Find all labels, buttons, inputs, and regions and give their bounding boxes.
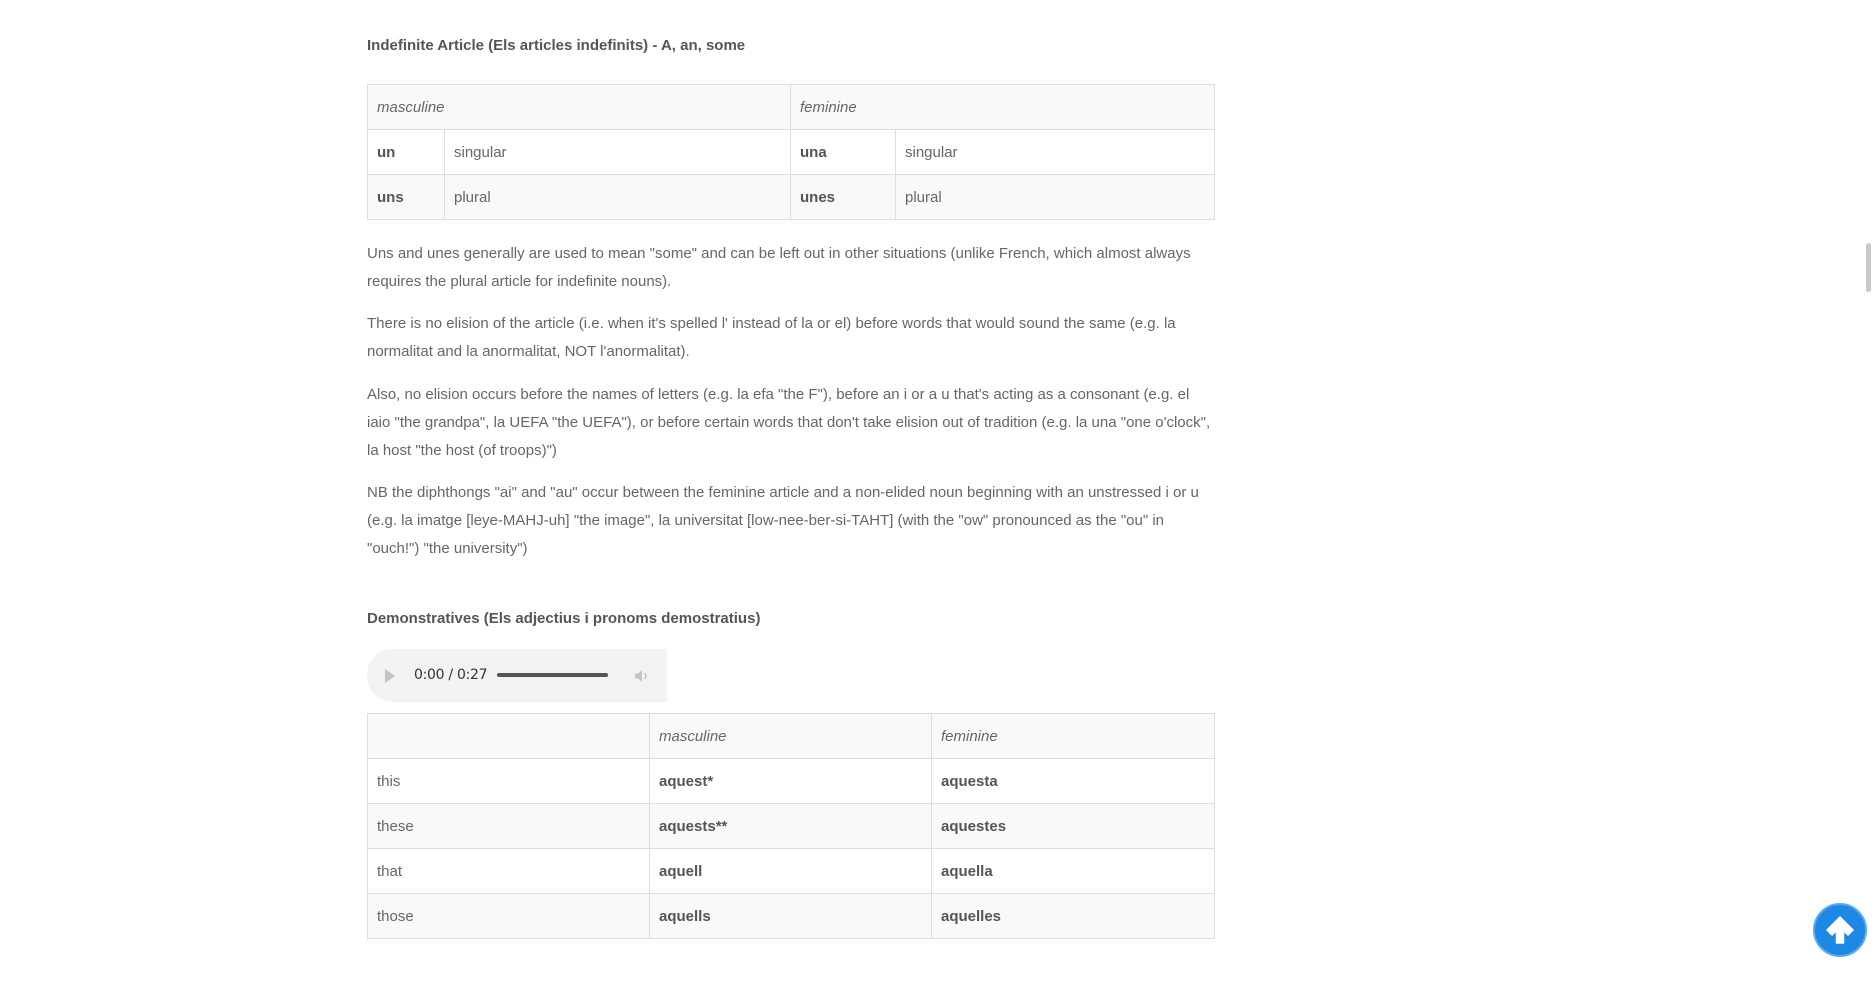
- english-word: these: [368, 804, 650, 849]
- table-row: [368, 849, 1215, 894]
- indefinite-article-heading: Indefinite Article (Els articles indefinits) - A, an, some: [367, 37, 746, 54]
- header-feminine: feminine: [932, 714, 1215, 759]
- feminine-form: aquestes: [932, 804, 1215, 849]
- feminine-article: unes: [791, 175, 896, 220]
- header-masculine: masculine: [368, 85, 791, 130]
- scrollbar-thumb[interactable]: [1866, 243, 1871, 292]
- scroll-to-top-button[interactable]: [1813, 903, 1867, 957]
- masculine-number: plural: [445, 175, 791, 220]
- feminine-article: una: [791, 130, 896, 175]
- table-header-row: [368, 85, 1215, 130]
- feminine-form: aquelles: [932, 894, 1215, 939]
- masculine-article: uns: [368, 175, 445, 220]
- header-masculine: masculine: [650, 714, 932, 759]
- paragraph-diphthongs: NB the diphthongs "ai" and "au" occur between the feminine article and a non-elided noun beginning with an unstressed i or u (e.g. la imatge [leye-MAHJ-uh] "the image", la universitat [low-nee-ber-si-TAHT] (with the "ow" pronounced as the "ou" in "ouch!") "the university"): [367, 484, 1199, 557]
- masculine-form: aquells: [650, 894, 932, 939]
- feminine-number: singular: [896, 130, 1215, 175]
- table-row: [368, 894, 1215, 939]
- english-word: this: [368, 759, 650, 804]
- arrow-up-icon: [1823, 913, 1857, 947]
- audio-player[interactable]: [367, 649, 667, 702]
- demonstratives-heading: Demonstratives (Els adjectius i pronoms demostratius): [367, 610, 761, 627]
- english-word: those: [368, 894, 650, 939]
- english-word: that: [368, 849, 650, 894]
- volume-icon[interactable]: [633, 667, 651, 685]
- header-empty: [368, 714, 650, 759]
- table-row: [368, 804, 1215, 849]
- masculine-form: aquell: [650, 849, 932, 894]
- paragraph-uns-unes: Uns and unes generally are used to mean "some" and can be left out in other situations (unlike French, which almost always requires the plural article for indefinite nouns).: [367, 245, 1191, 290]
- table-row: [368, 130, 1215, 175]
- audio-time: 0:00 / 0:27: [414, 667, 488, 683]
- masculine-number: singular: [445, 130, 791, 175]
- feminine-form: aquella: [932, 849, 1215, 894]
- masculine-form: aquest*: [650, 759, 932, 804]
- table-row: [368, 759, 1215, 804]
- play-icon[interactable]: [385, 669, 395, 683]
- table-row: [368, 175, 1215, 220]
- paragraph-elision-exceptions: Also, no elision occurs before the names of letters (e.g. la efa "the F"), before an i or a u that's acting as a consonant (e.g. el iaio "the grandpa", la UEFA "the UEFA"), or before certain words that don't take elision out of tradition (e.g. la una "one o'clock", la host "the host (of troops)"): [367, 386, 1211, 459]
- demonstratives-table: [367, 713, 1215, 939]
- indefinite-article-table: [367, 84, 1215, 220]
- paragraph-no-elision: There is no elision of the article (i.e. when it's spelled l' instead of la or el) before words that would sound the same (e.g. la normalitat and la anormalitat, NOT l'anormalitat).: [367, 315, 1176, 360]
- header-feminine: feminine: [791, 85, 1215, 130]
- masculine-article: un: [368, 130, 445, 175]
- table-header-row: [368, 714, 1215, 759]
- feminine-form: aquesta: [932, 759, 1215, 804]
- masculine-form: aquests**: [650, 804, 932, 849]
- audio-progress-slider[interactable]: [497, 673, 608, 677]
- feminine-number: plural: [896, 175, 1215, 220]
